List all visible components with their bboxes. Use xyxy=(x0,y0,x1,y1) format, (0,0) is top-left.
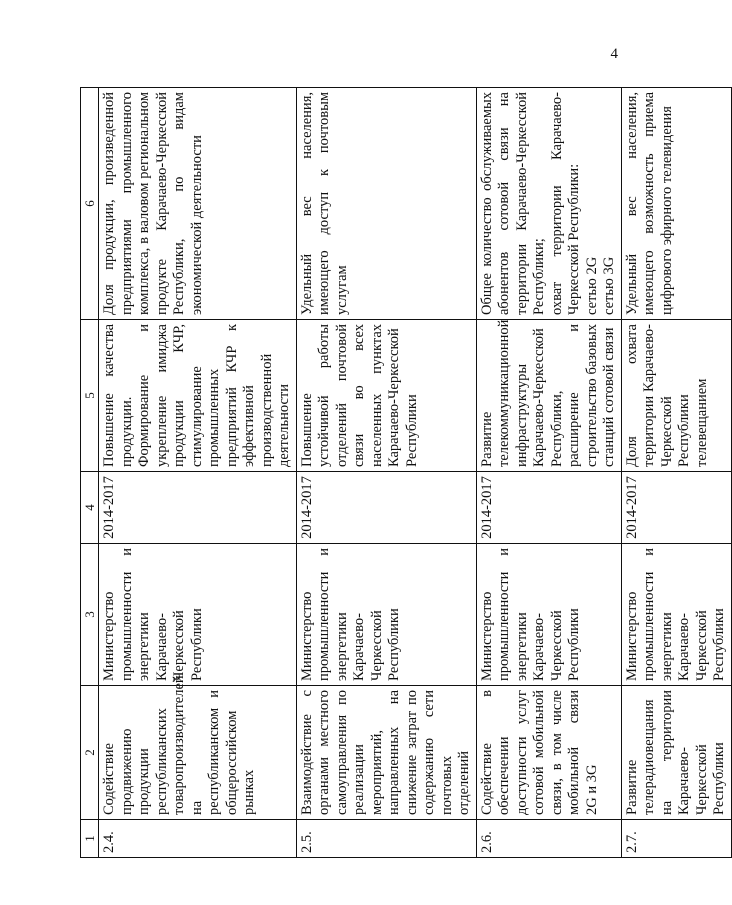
period-cell: 2014-2017 xyxy=(99,472,297,544)
activity-cell: Развитие телерадиовещания на территории Карачаево-Черкесской Республики xyxy=(621,686,731,820)
row-number: 2.6. xyxy=(476,820,621,858)
indicator-cell: Удельный вес населения, имеющего доступ к почтовым услугам xyxy=(296,88,476,320)
period-cell: 2014-2017 xyxy=(621,472,731,544)
result-cell: Развитие телекоммуникационной инфраструктуры Карачаево-Черкесской Республики, расширение и строительство базовых станций сотовой связи xyxy=(476,320,621,472)
header-cell: 6 xyxy=(81,88,99,320)
header-cell: 2 xyxy=(81,686,99,820)
indicator-cell xyxy=(476,88,621,320)
header-cell: 5 xyxy=(81,320,99,472)
period-cell: 2014-2017 xyxy=(476,472,621,544)
table-row xyxy=(296,88,476,858)
executor-cell: Министерство промышленности и энергетики Карачаево-Черкесской Республики xyxy=(296,544,476,686)
result-cell: Доля охвата территории Карачаево-Черкесской Республики телевещанием xyxy=(621,320,731,472)
activity-cell: Содействие в обеспечении доступности услуг сотовой мобильной связи, в том числе мобильной связи 2G и 3G xyxy=(476,686,621,820)
result-cell: Повышение устойчивой работы отделений почтовой связи во всех населенных пунктах Карачаево-Черкесской Республики xyxy=(296,320,476,472)
page-number: 4 xyxy=(610,46,618,62)
result-cell: Повышение качества продукции. Формирование и укрепление имиджа продукции КЧР, стимулирование промышленных предприятий КЧР к эффективной производственной деятельности xyxy=(99,320,297,472)
rotated-page xyxy=(80,88,727,858)
executor-cell: Министерство промышленности и энергетики Карачаево-Черкесской Республики xyxy=(99,544,297,686)
header-cell: 3 xyxy=(81,544,99,686)
indicator-line: Общее количество обслуживаемых абонентов сотовой связи на территории Карачаево-Черкесской Республики; xyxy=(478,92,547,315)
table-row xyxy=(99,88,297,858)
row-number: 2.4. xyxy=(99,820,297,858)
activity-cell: Содействие продвижению продукции республиканских товаропроизводителей на республиканском и общероссийском рынках xyxy=(99,686,297,820)
table-header-row xyxy=(81,88,99,858)
indicator-line: охват территории Карачаево-Черкесской Республики: xyxy=(548,92,582,315)
header-cell: 4 xyxy=(81,472,99,544)
row-number: 2.5. xyxy=(296,820,476,858)
activity-cell: Взаимодействие с органами местного самоуправления по реализации мероприятий, направленных на снижение затрат по содержанию сети почтовых отделений xyxy=(296,686,476,820)
period-cell: 2014-2017 xyxy=(296,472,476,544)
indicator-line: сетью 3G xyxy=(601,256,617,315)
indicator-cell: Доля продукции, произведенной предприятиями промышленного комплекса, в валовом региональном продукте Карачаево-Черкесской Республики, по видам экономической деятельности xyxy=(99,88,297,320)
header-cell: 1 xyxy=(81,820,99,858)
table-row xyxy=(621,88,731,858)
table-row xyxy=(476,88,621,858)
row-number: 2.7. xyxy=(621,820,731,858)
indicator-line: сетью 2G xyxy=(583,256,600,315)
indicator-cell: Удельный вес населения, имеющего возможность приема цифрового эфирного телевидения xyxy=(621,88,731,320)
executor-cell: Министерство промышленности и энергетики Карачаево-Черкесской Республики xyxy=(621,544,731,686)
executor-cell: Министерство промышленности и энергетики Карачаево-Черкесской Республики xyxy=(476,544,621,686)
program-table xyxy=(80,87,732,858)
